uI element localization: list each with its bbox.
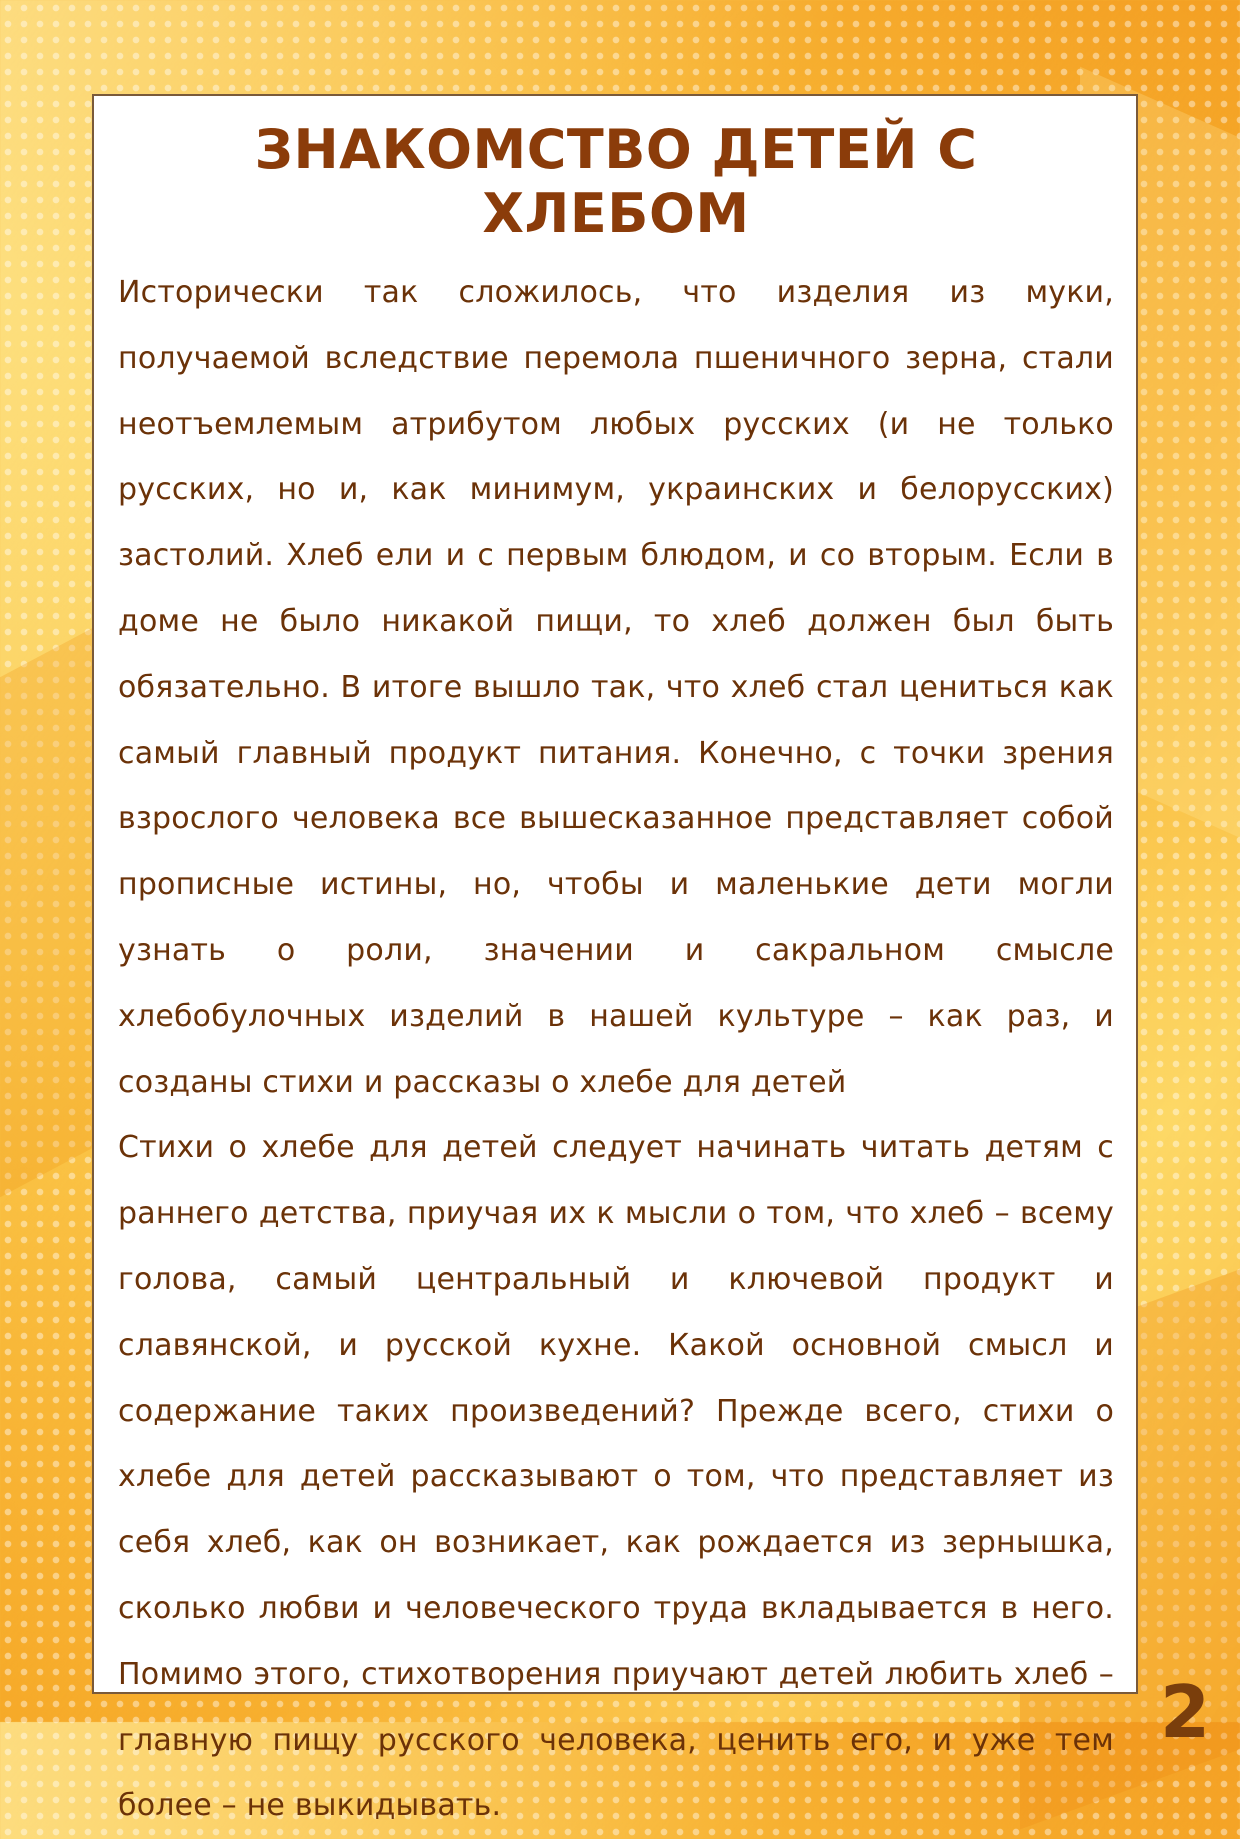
page-title: ЗНАКОМСТВО ДЕТЕЙ С ХЛЕБОМ <box>254 118 978 245</box>
paragraph: Исторически так сложилось, что изделия из муки, получаемой вследствие перемола пшеничного зерна, стали неотъемлемым атрибутом любых русских (и не только русских, но и, как минимум, украинских и белорусских) застолий. Хлеб ели и с первым блюдом, и со вторым. Если в доме не было никакой пищи, то хлеб должен был быть обязательно. В итоге вышло так, что хлеб стал цениться как самый главный продукт питания. Конечно, с точки зрения взрослого человека все вышесказанное представляет собой прописные истины, но, чтобы и маленькие дети могли узнать о роли, значении и сакральном смысле хлебобулочных изделий в нашей культуре – как раз, и созданы стихи и рассказы о хлебе для детей <box>118 275 1114 1100</box>
paragraph: Стихи о хлебе для детей следует начинать читать детям с раннего детства, приучая их к мысли о том, что хлеб – всему голова, самый центральный и ключевой продукт и славянской, и русской кухне. Какой основной смысл и содержание таких произведений? Прежде всего, стихи о хлебе для детей рассказывают о том, что представляет из себя хлеб, как он возникает, как рождается из зернышка, сколько любви и человеческого труда вкладывается в него. Помимо этого, стихотворения приучают детей любить хлеб – главную пищу русского человека, ценить его, и уже тем более – не выкидывать. <box>118 1130 1114 1824</box>
content-card <box>92 94 1138 1824</box>
page-number: 2 <box>1160 1670 1211 1754</box>
